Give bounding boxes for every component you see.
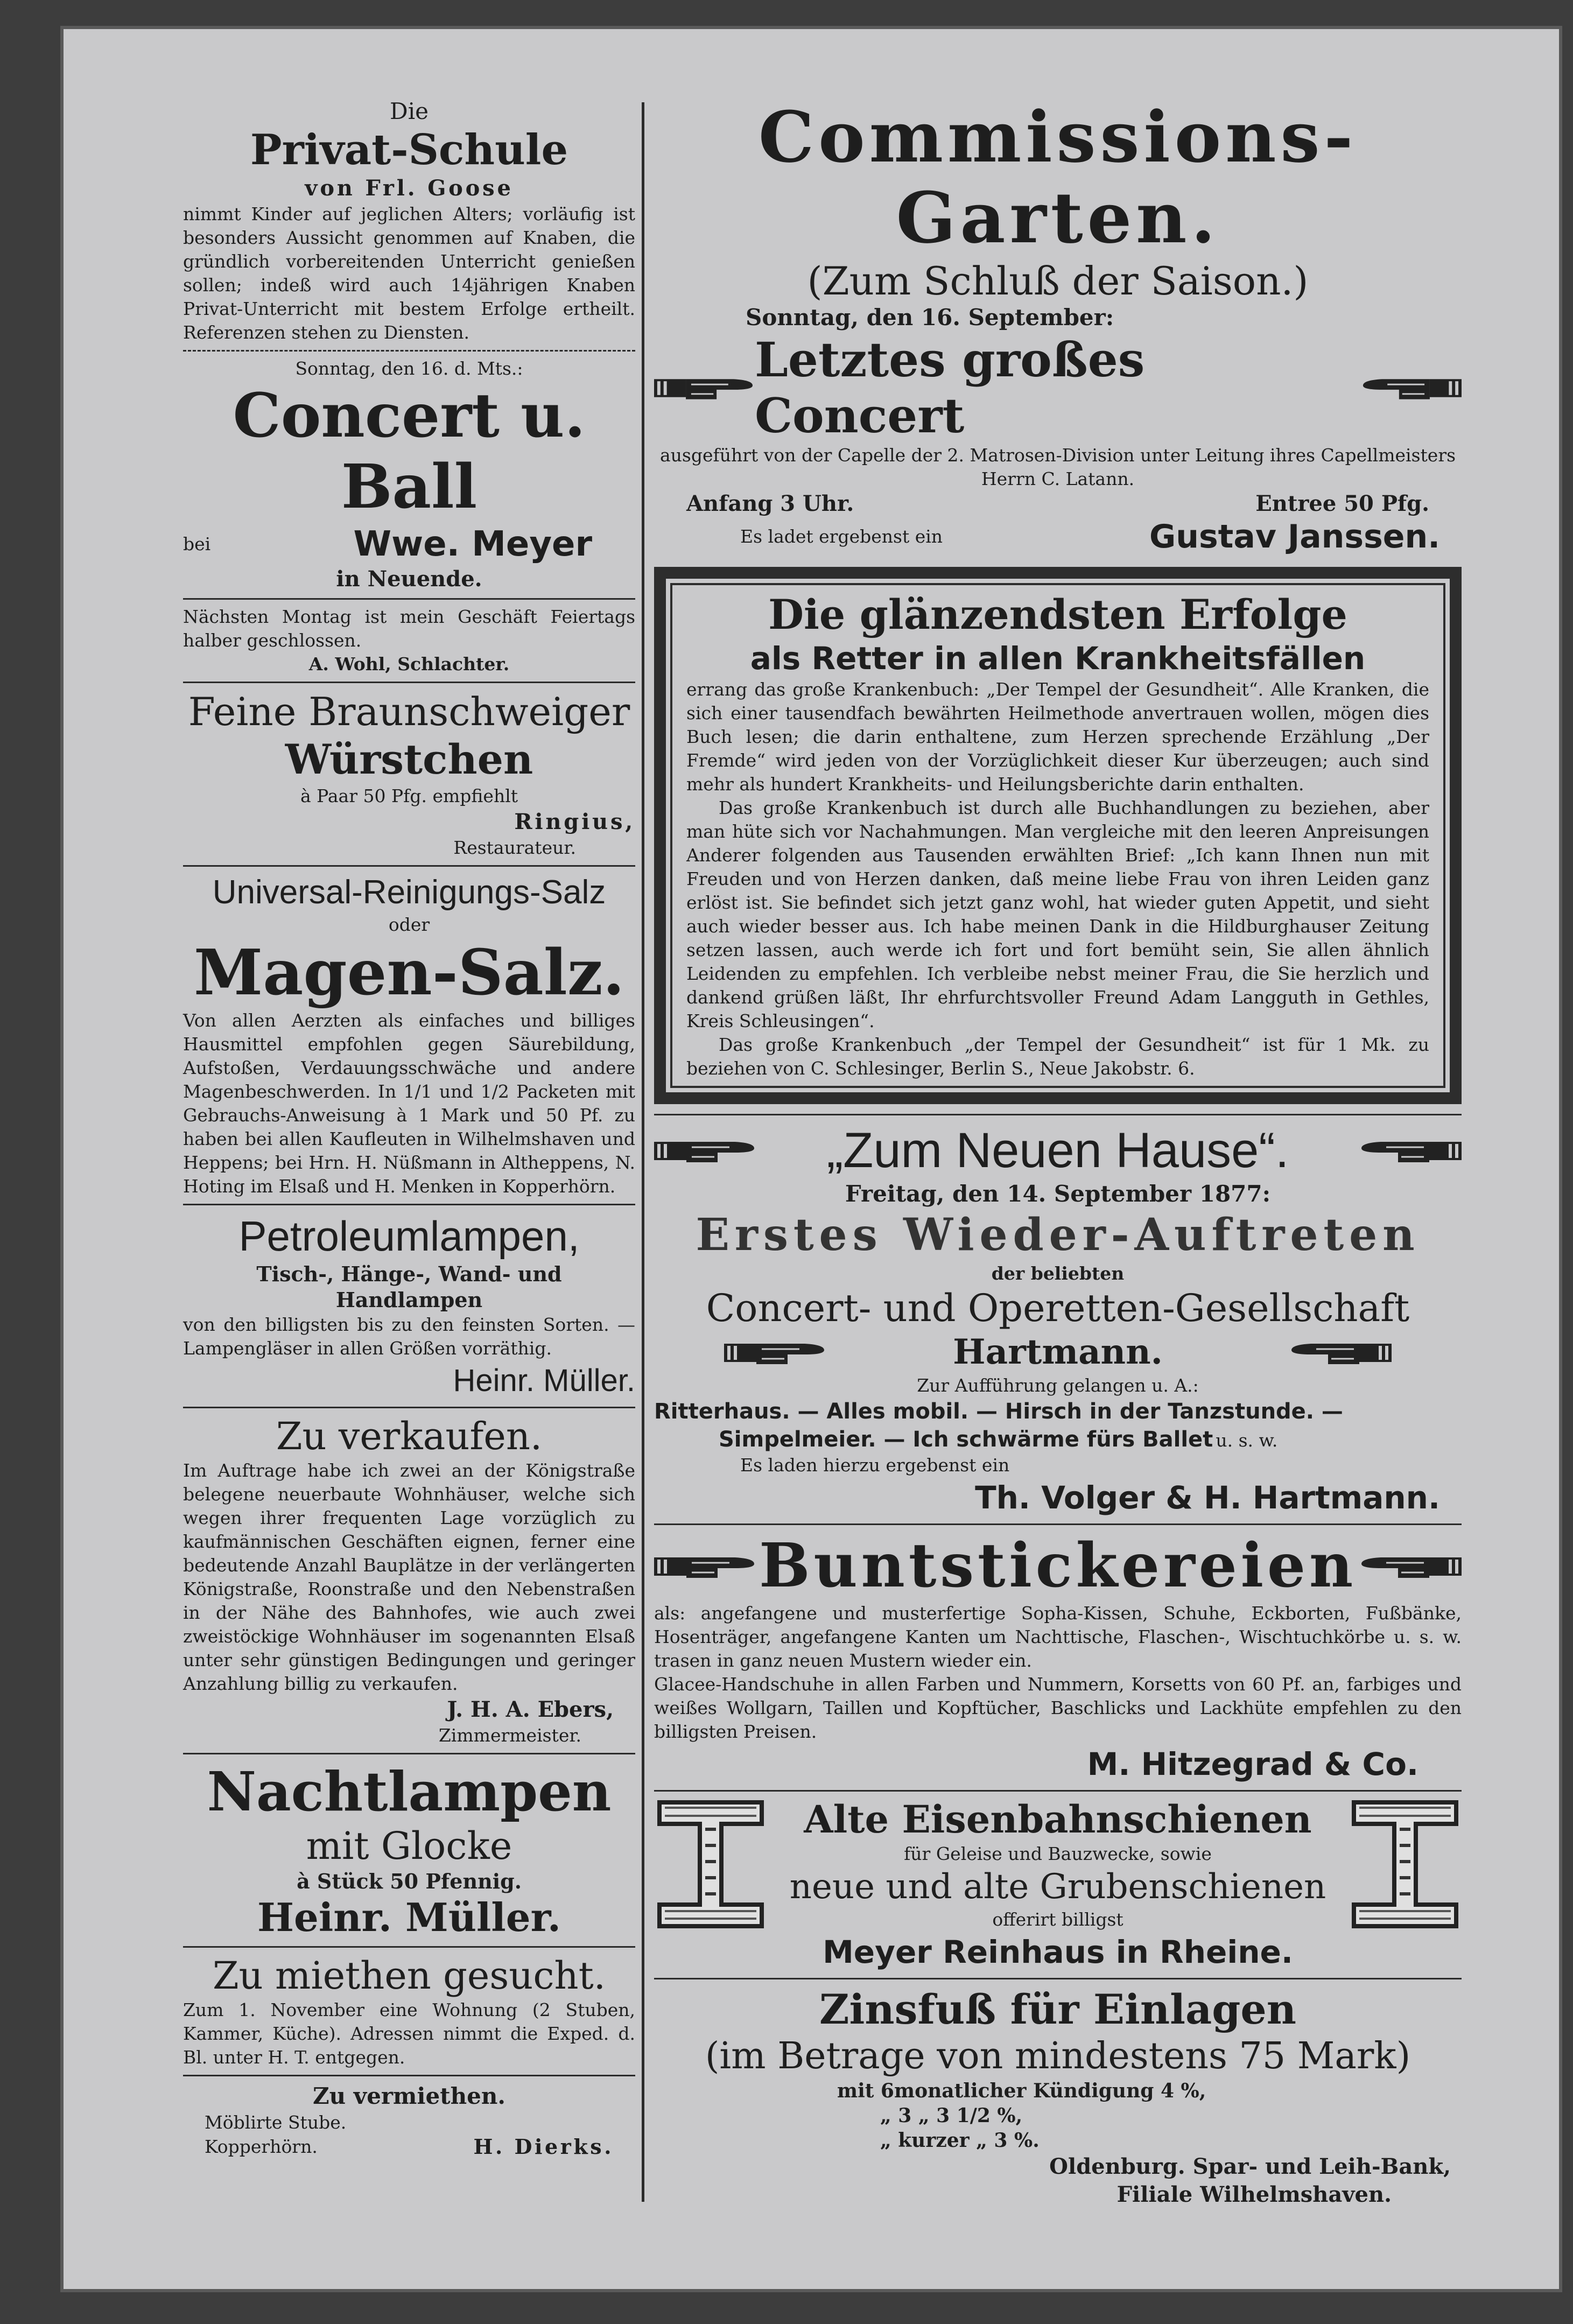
salz-oder: oder — [388, 914, 430, 935]
nacht-title: Nachtlampen — [207, 1760, 612, 1823]
ad-wuerstchen — [183, 689, 635, 860]
ad-magen-salz — [183, 872, 635, 1198]
hause-name: Hartmann. — [953, 1332, 1163, 1372]
separator — [654, 1978, 1462, 1979]
right-column — [654, 97, 1462, 2209]
separator — [183, 350, 635, 352]
pointing-hand-icon — [654, 371, 755, 404]
zins-rate-short: „ kurzer „ 3 %. — [880, 2129, 1040, 2152]
column-divider — [642, 102, 644, 2202]
pointing-hand-icon — [1289, 1336, 1392, 1368]
erfolge-p1: errang das große Krankenbuch: „Der Tempel der Gesundheit“. Alle Kranken, die sich einer tausendfach bewährten Heilmethode anvertrauen wollen, mögen dies Buch lesen; die darin enthaltene, zum Herzen sprechende Erzählung „Der Fremde“ wird jeden von der Vorzüglichkeit dieser Kur überzeugen; auch sind mehr als hundert Krankheits- und Heilungsberichte darin enthalten. — [686, 679, 1429, 795]
separator — [654, 1114, 1462, 1115]
verkaufen-title: Zu verkaufen. — [276, 1414, 543, 1458]
hause-title: „Zum Neuen Hause“. — [826, 1123, 1289, 1178]
wuerstchen-seller: Ringius, — [514, 809, 635, 834]
ad-neuen-hause — [654, 1121, 1462, 1518]
ad-nachtlampen — [183, 1760, 635, 1941]
garten-title: Commissions-Garten. — [758, 96, 1358, 259]
pointing-hand-icon — [1359, 1134, 1462, 1167]
schienen-title: Alte Eisenbahnschienen — [804, 1797, 1312, 1842]
zins-sign2: Filiale Wilhelmshaven. — [1116, 2182, 1392, 2207]
verkaufen-role: Zimmermeister. — [438, 1725, 581, 1746]
ad-zinsfuss — [654, 1985, 1462, 2209]
garten-sign: Gustav Janssen. — [1149, 518, 1440, 556]
separator — [654, 1523, 1462, 1525]
schienen-sub: für Geleise und Bauzwecke, sowie — [904, 1843, 1212, 1864]
hause-sign: Th. Volger & H. Hartmann. — [975, 1479, 1440, 1516]
miethen-title: Zu miethen gesucht. — [212, 1954, 606, 1998]
bunt-p1: als: angefangene und musterfertige Sopha-Kissen, Schuhe, Eckborten, Fußbänke, Hosenträger, angefangene Kanten um Nachttische, Flaschen-, Wischtuchkörbe u. s. w. trasen in ganz neuen Mustern wieder ein. — [654, 1603, 1462, 1671]
salz-line1: Universal-Reinigungs-Salz — [212, 874, 606, 911]
ad-privat-schule — [183, 97, 635, 345]
separator — [654, 1790, 1462, 1792]
wuerstchen-title: Würstchen — [285, 735, 533, 783]
zins-sign1: Oldenburg. Spar- und Leih-Bank, — [1049, 2154, 1451, 2179]
ad-zu-miethen — [183, 1953, 635, 2069]
wuerstchen-line1: Feine Braunschweiger — [188, 689, 630, 734]
concert-place: in Neuende. — [336, 566, 482, 592]
garten-concert: Letztes großes Concert — [754, 332, 1145, 444]
vermiethen-title: Zu vermiethen. — [312, 2083, 505, 2109]
verkaufen-body: Im Auftrage habe ich zwei an der Königstraße belegene neuerbaute Wohnhäuser, welche sich wegen ihrer frequenten Lage vorzüglich zu kaufmännischen Geschäften eignen, ferner eine bedeutende Anzahl Bauplätze in der verlängerten Königstraße, Roonstraße und den Nebenstraßen in der Nähe des Bahnhofes, wie auch zwei zweistöckige Wohnhäuser im sogenannten Elsaß unter sehr günstigen Bedingungen und geringer Anzahlung billig zu verkaufen. — [183, 1460, 635, 1694]
vermiethen-sign: H. Dierks. — [473, 2135, 614, 2159]
zins-rate-3months: „ 3 „ 3 1/2 %, — [880, 2104, 1023, 2127]
pointing-hand-icon — [1359, 1550, 1462, 1582]
separator — [183, 598, 635, 600]
separator — [183, 1946, 635, 1948]
salz-body: Von allen Aerzten als einfaches und billiges Hausmittel empfohlen gegen Säurebildung, Aufstoßen, Verdauungsschwäche und andere Magenbeschwerden. In 1/1 und 1/2 Packeten mit Gebrauchs-Anweisung à 1 Mark und 50 Pf. zu haben bei allen Kaufleuten in Wilhelmshaven und Heppens; bei Hrn. H. Nüßmann in Altheppens, N. Hoting im Elsaß und H. Menken in Kopperhörn. — [183, 1010, 635, 1197]
ad-concert-ball — [183, 357, 635, 593]
concert-title: Concert u. Ball — [233, 381, 586, 522]
bunt-title: Buntstickereien — [759, 1530, 1357, 1601]
bunt-p2: Glacee-Handschuhe in allen Farben und Nummern, Korsetts von 60 Pf. an, farbiges und weißes Wollgarn, Taillen und Kopftücher, Baschlicks und Lackhüte empfehlen zu den billigsten Preisen. — [654, 1674, 1462, 1742]
hause-headline: Erstes Wieder-Auftreten — [696, 1209, 1420, 1261]
wuerstchen-role: Restaurateur. — [453, 837, 576, 858]
schule-title: Privat-Schule — [250, 125, 568, 174]
salz-title: Magen-Salz. — [193, 936, 625, 1009]
ad-krankenbuch — [654, 567, 1462, 1104]
pointing-hand-icon — [1361, 371, 1462, 404]
ad-eisenbahnschienen — [654, 1797, 1462, 1972]
ad-buntstickereien — [654, 1530, 1462, 1785]
separator — [183, 1407, 635, 1408]
schienen-sign: Meyer Reinhaus in Rheine. — [823, 1934, 1293, 1970]
zins-sub: (im Betrage von mindestens 75 Mark) — [705, 2035, 1411, 2077]
nacht-sign: Heinr. Müller. — [257, 1894, 561, 1940]
pointing-hand-icon — [654, 1550, 756, 1582]
garten-date: Sonntag, den 16. September: — [746, 304, 1114, 331]
bunt-sign: M. Hitzegrad & Co. — [1087, 1746, 1418, 1782]
ad-zu-verkaufen — [183, 1414, 635, 1747]
erfolge-title: Die glänzendsten Erfolge — [768, 591, 1347, 638]
rail-profile-icon — [1349, 1797, 1462, 1932]
verkaufen-sign: J. H. A. Ebers, — [447, 1697, 614, 1722]
zins-title: Zinsfuß für Einlagen — [819, 1985, 1296, 2033]
nacht-price: à Stück 50 Pfennig. — [297, 1869, 522, 1893]
vermiethen-place: Kopperhörn. — [205, 2136, 318, 2157]
schule-body: nimmt Kinder auf jeglichen Alters; vorläufig ist besonders Aussicht genommen auf Knaben, die gründlich vorbereitenden Unterricht genießen sollen; indeß wird auch 14jährigen Knaben Privat-Unterricht mit bestem Erfolge ertheilt. Referenzen stehen zu Diensten. — [183, 203, 635, 343]
hause-usw: u. s. w. — [1216, 1430, 1278, 1451]
lampen-types: Tisch-, Hänge-, Wand- und Handlampen — [256, 1262, 562, 1312]
ad-commissions-garten — [654, 97, 1462, 557]
garten-by: ausgeführt von der Capelle der 2. Matrosen-Division unter Leitung ihres Capellmeisters Herrn C. Latann. — [659, 445, 1456, 489]
garten-sub: (Zum Schluß der Saison.) — [807, 258, 1309, 304]
miethen-body: Zum 1. November eine Wohnung (2 Stuben, Kammer, Küche). Adressen nimmt die Exped. d. Bl. unter H. T. entgegen. — [183, 1999, 635, 2068]
ad-wohl — [183, 605, 635, 676]
hause-date: Freitag, den 14. September 1877: — [845, 1181, 1271, 1207]
separator — [183, 1753, 635, 1754]
rail-profile-icon — [654, 1797, 767, 1932]
nacht-sub: mit Glocke — [306, 1824, 512, 1868]
hause-invite: Es laden hierzu ergebenst ein — [740, 1455, 1010, 1476]
schienen-offer: offerirt billigst — [992, 1909, 1123, 1930]
separator — [183, 1204, 635, 1205]
separator — [183, 865, 635, 867]
lampen-title: Petroleumlampen, — [238, 1212, 580, 1260]
erfolge-sub: als Retter in allen Krankheitsfällen — [750, 640, 1366, 677]
garten-invite: Es ladet ergebenst ein — [740, 526, 943, 547]
left-column — [183, 97, 635, 2159]
ad-petroleumlampen — [183, 1211, 635, 1401]
separator — [183, 682, 635, 683]
schienen-line2: neue und alte Grubenschienen — [789, 1867, 1326, 1907]
zins-rate-6months: mit 6monatlicher Kündigung 4 %, — [837, 2080, 1206, 2102]
erfolge-p2: Das große Krankenbuch ist durch alle Buchhandlungen zu beziehen, aber man hüte sich vor Nachahmungen. Man vergleiche mit den leeren Anpreisungen Anderer folgenden aus Tausenden erwählten Brief: „Ich kann Ihnen nun mit Freuden und von Herzen danken, daß meine liebe Frau von ihren Leiden ganz erlöst ist. Sie befindet sich jetzt ganz wohl, hat wieder guten Appetit, und sieht auch wieder besser aus. Ich habe meinen Dank in die Hildburghauser Zeitung setzen lassen, auch werde ich fort und fort bemüht sein, Sie allen ähnlich Leidenden zu empfehlen. Ich verbleibe nebst meiner Frau, die Sie herzlich und dankend grüßen läßt, Ihr ehrfurchtsvoller Freund Adam Langguth in Gethles, Kreis Schleusingen“. — [686, 797, 1429, 1031]
hause-program1: Ritterhaus. — Alles mobil. — Hirsch in der Tanzstunde. — — [654, 1399, 1343, 1424]
garten-start: Anfang 3 Uhr. — [686, 491, 854, 516]
ad-zu-vermiethen — [183, 2082, 635, 2159]
hause-troupe: Concert- und Operetten-Gesellschaft — [706, 1286, 1410, 1330]
hause-program2: Simpelmeier. — Ich schwärme fürs Ballet — [719, 1427, 1213, 1452]
schule-teacher: von Frl. Goose — [305, 175, 514, 201]
concert-date: Sonntag, den 16. d. Mts.: — [295, 358, 523, 379]
erfolge-p3: Das große Krankenbuch „der Tempel der Gesundheit“ ist für 1 Mk. zu beziehen von C. Schlesinger, Berlin S., Neue Jakobstr. 6. — [686, 1034, 1429, 1079]
pointing-hand-icon — [654, 1134, 756, 1167]
concert-bei: bei — [183, 533, 211, 554]
vermiethen-line1: Möblirte Stube. — [205, 2112, 347, 2133]
wohl-sign: A. Wohl, Schlachter. — [308, 654, 510, 675]
concert-host: Wwe. Meyer — [353, 524, 592, 564]
garten-entry: Entree 50 Pfg. — [1255, 491, 1429, 516]
separator — [183, 2075, 635, 2076]
hause-der: der beliebten — [991, 1263, 1125, 1284]
wuerstchen-price: à Paar 50 Pfg. empfiehlt — [300, 785, 518, 806]
lampen-body: von den billigsten bis zu den feinsten Sorten. — Lampengläser in allen Größen vorräthig. — [183, 1314, 635, 1359]
wohl-body: Nächsten Montag ist mein Geschäft Feiertags halber geschlossen. — [183, 606, 635, 651]
hause-program-intro: Zur Aufführung gelangen u. A.: — [917, 1375, 1199, 1396]
lampen-sign: Heinr. Müller. — [453, 1363, 635, 1398]
pointing-hand-icon — [724, 1336, 826, 1368]
schule-die: Die — [390, 98, 429, 124]
